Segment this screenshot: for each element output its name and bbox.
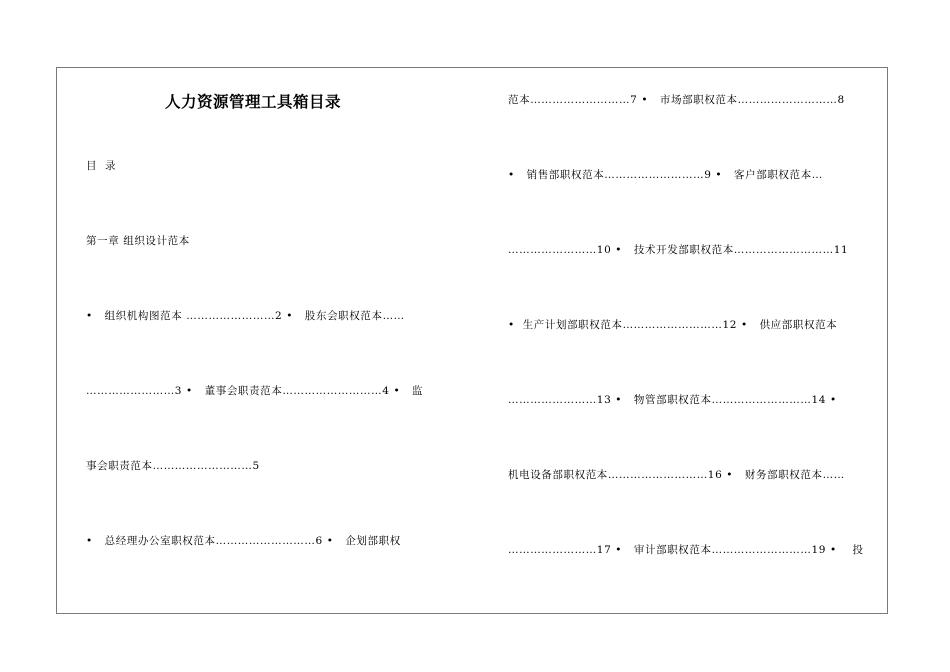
toc-line: ……………………17 • 审计部职权范本………………………19 • 投 xyxy=(508,544,864,556)
toc-line: • 销售部职权范本………………………9 • 客户部职权范本… xyxy=(508,169,823,181)
page-frame xyxy=(56,67,888,614)
toc-line: ……………………13 • 物管部职权范本………………………14 • xyxy=(508,394,837,406)
toc-line: 事会职责范本………………………5 xyxy=(86,460,260,472)
chapter-heading: 第一章 组织设计范本 xyxy=(86,235,190,247)
toc-line: • 生产计划部职权范本………………………12 • 供应部职权范本 xyxy=(508,319,838,331)
document-title: 人力资源管理工具箱目录 xyxy=(165,93,342,111)
toc-heading: 目 录 xyxy=(86,160,117,172)
toc-line: • 总经理办公室职权范本………………………6 • 企划部职权 xyxy=(86,535,401,547)
toc-line: 范本………………………7 • 市场部职权范本………………………8 xyxy=(508,94,845,106)
toc-line: • 组织机构图范本 ……………………2 • 股东会职权范本…… xyxy=(86,310,405,322)
toc-line: ……………………10 • 技术开发部职权范本………………………11 xyxy=(508,244,849,256)
toc-line: ……………………3 • 董事会职责范本………………………4 • 监 xyxy=(86,385,424,397)
toc-line: 机电设备部职权范本………………………16 • 财务部职权范本…… xyxy=(508,469,845,481)
